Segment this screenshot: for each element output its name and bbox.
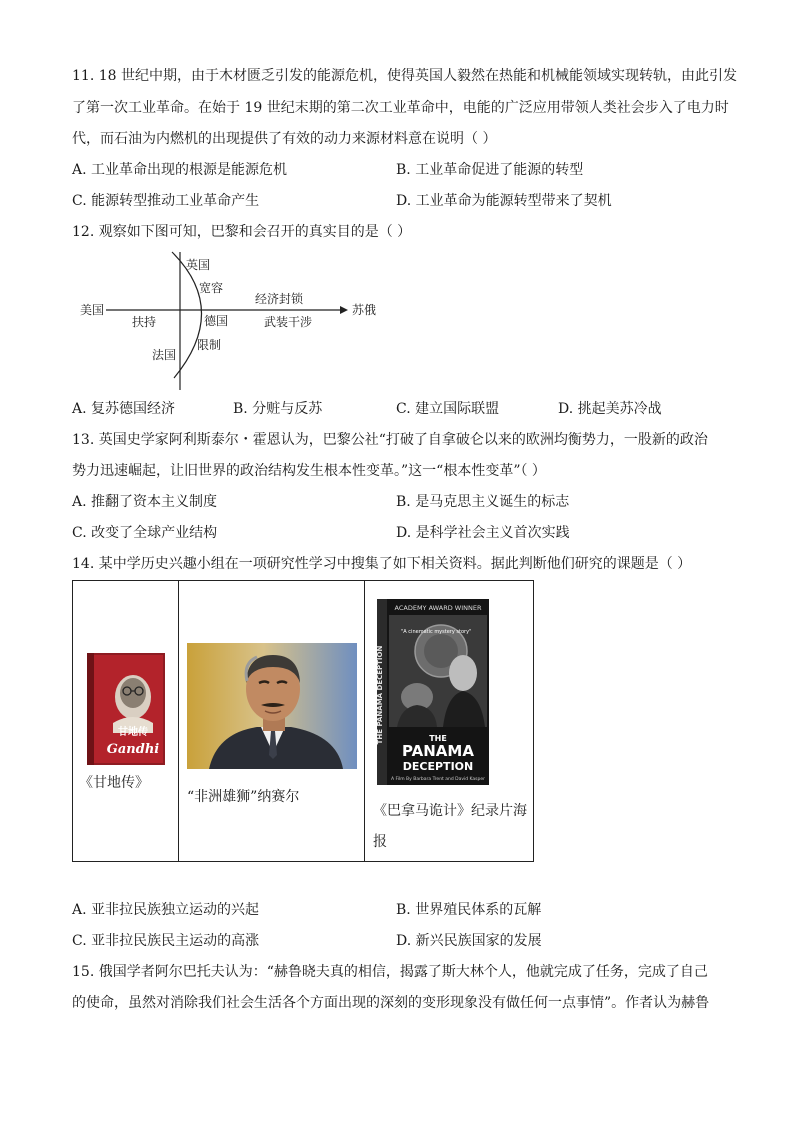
q12-option-b: B. 分赃与反苏: [233, 401, 323, 417]
label-tolerance: 宽容: [199, 281, 224, 295]
label-restrict: 限制: [197, 338, 222, 352]
q13-option-b: B. 是马克思主义诞生的标志: [396, 494, 570, 510]
label-support: 扶持: [132, 315, 157, 329]
materials-cell-book: [73, 581, 179, 861]
poster-title-the: THE: [429, 734, 447, 743]
q15-line-2: 的使命，虽然对消除我们社会生活各个方面出现的深刻的变形现象没有做任何一点事情”。作者认为赫鲁: [72, 995, 710, 1011]
q15-line-1: 15. 俄国学者阿尔巴托夫认为：“赫鲁晓夫真的相信，揭露了斯大林个人，他就完成了任务，完成了自己: [72, 964, 708, 980]
q14-option-c: C. 亚非拉民族民主运动的高涨: [72, 933, 260, 949]
poster-title-panama: PANAMA: [402, 742, 474, 760]
q11-option-a: A. 工业革命出现的根源是能源危机: [72, 162, 288, 178]
q13-line-1: 13. 英国史学家阿利斯泰尔・霍恩认为，巴黎公社“打破了自拿破仑以来的欧洲均衡势力，一股新的政治: [72, 432, 708, 448]
q14-option-a: A. 亚非拉民族独立运动的兴起: [72, 902, 260, 918]
q11-option-c: C. 能源转型推动工业革命产生: [72, 193, 260, 209]
book-cover-name: Gandhi: [106, 742, 160, 757]
q11-option-b: B. 工业革命促进了能源的转型: [396, 162, 584, 178]
poster-caption-line-1: 《巴拿马诡计》纪录片海: [373, 803, 527, 819]
q12-option-c: C. 建立国际联盟: [396, 401, 500, 417]
q11-line-2: 了第一次工业革命。在始于 19 世纪末期的第二次工业革命中，电能的广泛应用带领人类社会步入了电力时: [72, 100, 729, 116]
poster-award-text: ACADEMY AWARD WINNER: [394, 604, 482, 612]
book-caption: 《甘地传》: [79, 775, 149, 791]
materials-table: [72, 580, 534, 862]
poster-title-deception: DECEPTION: [402, 760, 474, 773]
label-france: 法国: [152, 348, 177, 362]
label-britain: 英国: [186, 258, 211, 272]
poster-credit: A Film By Barbara Trent and David Kasper: [390, 777, 486, 782]
materials-cell-poster: [365, 581, 533, 861]
label-germany: 德国: [204, 314, 229, 328]
label-economic-blockade: 经济封锁: [255, 292, 304, 306]
q11-line-1: 11. 18 世纪中期，由于木材匮乏引发的能源危机，使得英国人毅然在热能和机械能领域实现转轨，由此引发: [72, 68, 737, 84]
q13-option-c: C. 改变了全球产业结构: [72, 525, 218, 541]
q12-diagram: [72, 250, 402, 395]
label-usa: 美国: [80, 303, 105, 317]
poster-quote: "A cinematic mystery story": [401, 629, 472, 635]
q14-option-b: B. 世界殖民体系的瓦解: [396, 902, 542, 918]
diagram-lines: [72, 250, 402, 395]
q13-line-2: 势力迅速崛起，让旧世界的政治结构发生根本性变革。”这一“根本性变革”（ ）: [72, 463, 546, 479]
q11-option-d: D. 工业革命为能源转型带来了契机: [396, 193, 612, 209]
book-cover-title: 甘地传: [118, 727, 148, 738]
nasser-portrait-image: [187, 643, 357, 769]
poster-side-title: THE PANAMA DECEPTION: [376, 645, 384, 745]
poster-caption-line-2: 报: [373, 834, 387, 850]
gandhi-book-cover-image: [87, 653, 165, 765]
q13-option-d: D. 是科学社会主义首次实践: [396, 525, 570, 541]
panama-deception-poster-image: [377, 599, 489, 785]
materials-cell-photo: [179, 581, 365, 861]
arrow-head-icon: [340, 306, 348, 314]
q14-option-d: D. 新兴民族国家的发展: [396, 933, 542, 949]
q13-option-a: A. 推翻了资本主义制度: [72, 494, 218, 510]
photo-caption: “非洲雄狮”纳赛尔: [187, 789, 300, 805]
q12-option-a: A. 复苏德国经济: [72, 401, 176, 417]
q11-line-3: 代，而石油为内燃机的出现提供了有效的动力来源材料意在说明（ ）: [72, 131, 497, 147]
q14-stem: 14. 某中学历史兴趣小组在一项研究性学习中搜集了如下相关资料。据此判断他们研究的课题是（ ）: [72, 556, 692, 572]
label-armed-intervention: 武装干涉: [264, 315, 313, 329]
label-soviet-russia: 苏俄: [352, 303, 377, 317]
q12-option-d: D. 挑起美苏冷战: [558, 401, 662, 417]
q12-stem: 12. 观察如下图可知，巴黎和会召开的真实目的是（ ）: [72, 224, 412, 240]
